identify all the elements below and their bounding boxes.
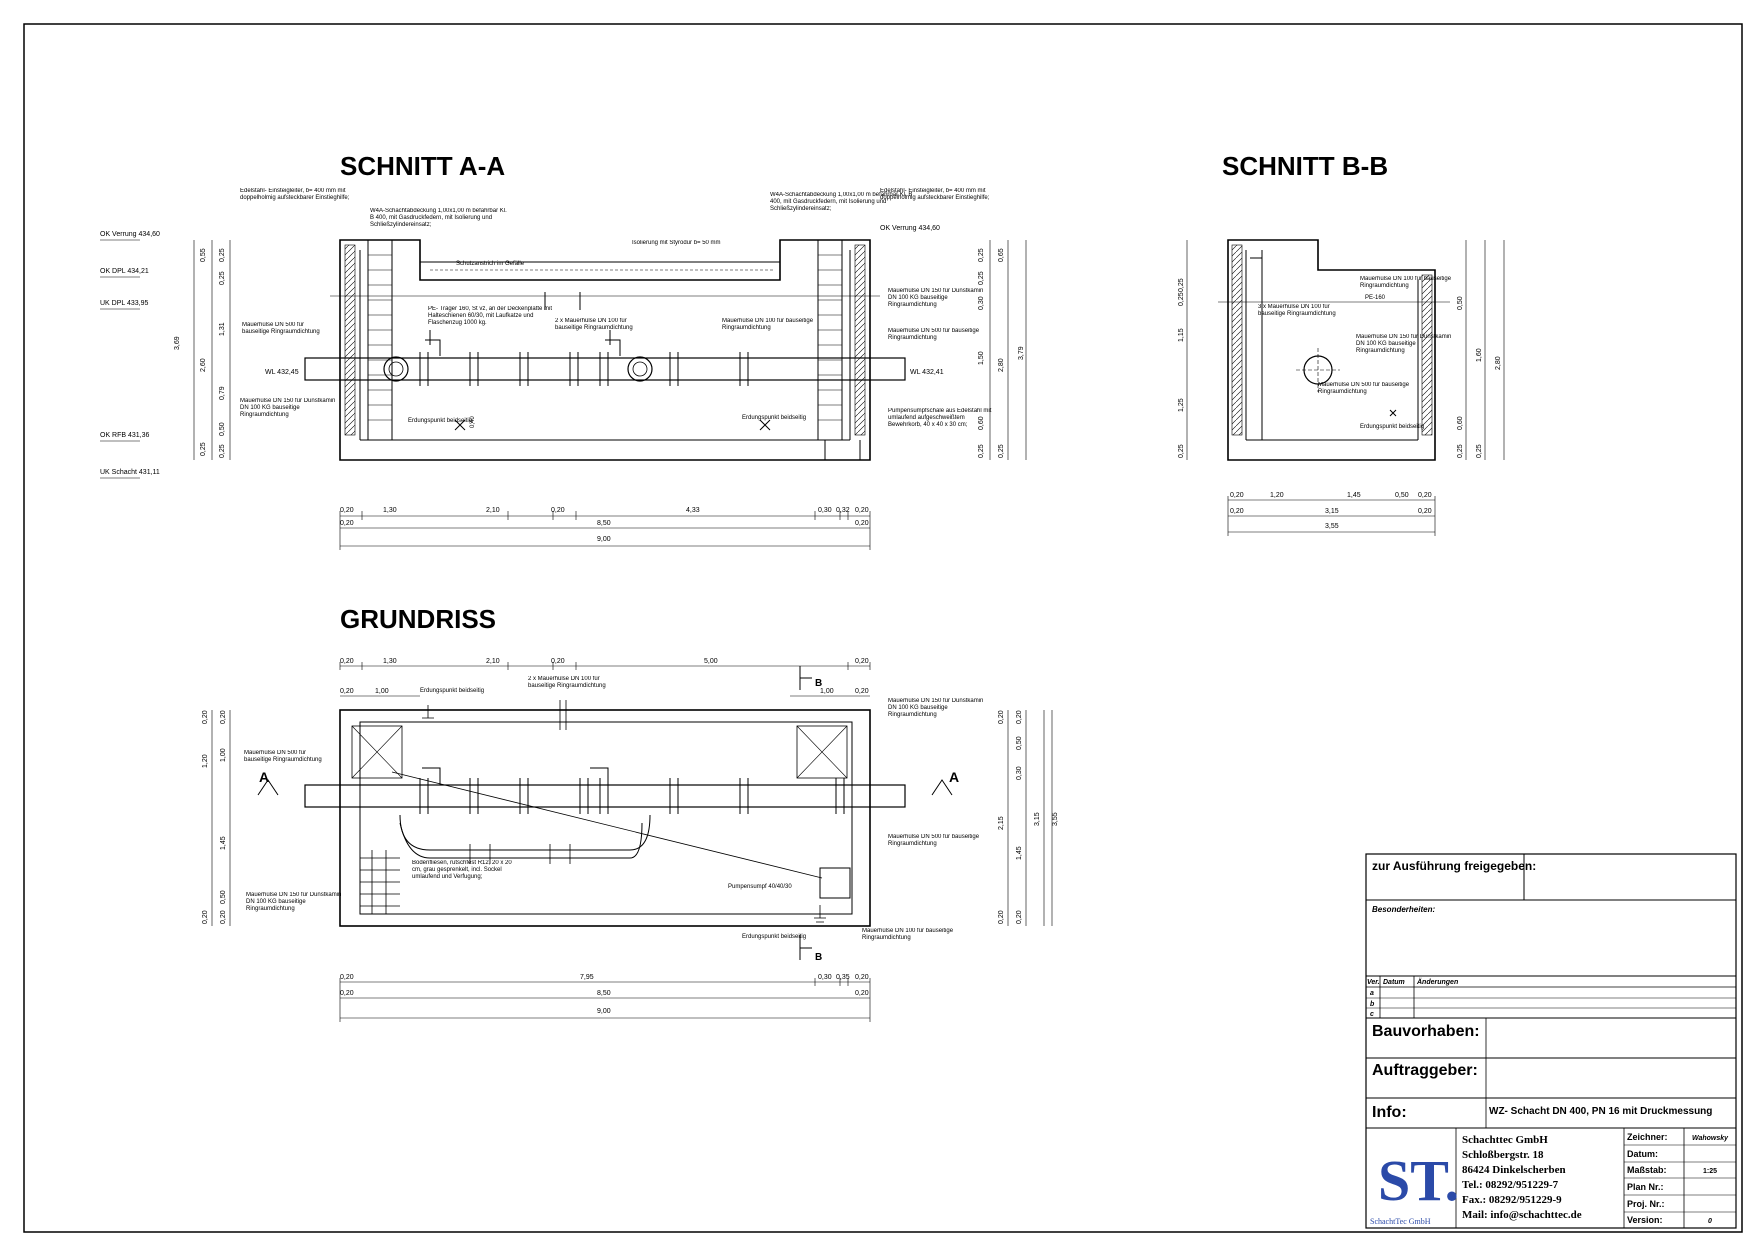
company-street: Schloßbergstr. 18 [1462, 1149, 1544, 1161]
dim-h2-1: 8,50 [597, 520, 611, 527]
plan-dim-top-2: 2,10 [486, 658, 500, 665]
tb-field-value-0: Wahowsky [1691, 1135, 1729, 1142]
dim-left-a-0: 0,25 [219, 248, 226, 262]
section-aa-title: SCHNITT A-A [340, 151, 506, 181]
dim-total-right: 3,79 [1018, 346, 1025, 360]
dim-sump: 0,40 [470, 416, 476, 428]
dim-h2-2: 0,20 [855, 520, 869, 527]
plan-dim-left-a-0: 0,20 [220, 710, 227, 724]
note-erdung-left: Erdungspunkt beidseitig [408, 418, 473, 424]
level-ok-verrung: OK Verrung 434,60 [100, 231, 160, 238]
dim-h1-7: 0,20 [855, 507, 869, 514]
plan-note-mh-500-left: Mauerhülse DN 500 für bauseitige Ringraumdichtung [244, 750, 322, 763]
note-bb-mh-150: Mauerhülse DN 150 für Dunstkamin DN 100 KG bauseitige Ringraumdichtung [1356, 334, 1452, 354]
tb-rev-row-b: b [1370, 1001, 1375, 1008]
tb-rev-header-ver: Ver. [1367, 979, 1380, 986]
dim-bb-h1-4: 0,20 [1418, 492, 1432, 499]
dim-bb-right-b-1: 0,25 [1476, 444, 1483, 458]
company-address [1462, 1134, 1582, 1221]
company-logo [1370, 1148, 1459, 1226]
tb-info-label: Info: [1372, 1104, 1407, 1121]
plan-dim-left-a-2: 1,45 [220, 836, 227, 850]
plan-dim-left-a-4: 0,20 [220, 910, 227, 924]
title-block [1366, 854, 1736, 1228]
tb-field-label-4: Proj. Nr.: [1627, 1199, 1665, 1209]
note-edelstahl-right: Edelstahl- Einsteigleiter, b= 400 mm mit doppelholmig aufsteckbarer Einstieghilfe; [880, 188, 990, 201]
water-level-right: WL 432,41 [910, 369, 944, 376]
note-edelstahl-left: Edelstahl- Einsteigleiter, b= 400 mm mit doppelholmig aufsteckbarer Einstieghilfe; [240, 188, 350, 201]
plan-dim-top-0: 0,20 [340, 658, 354, 665]
level-ok-dpl: OK DPL 434,21 [100, 268, 149, 275]
company-name: Schachttec GmbH [1462, 1134, 1548, 1146]
note-pumpensumpf: Pumpensumpfschale aus Edelstahl mit umlaufend aufgeschweißtem Bewehrkorb, 40 x 40 x 30 cm; [888, 408, 992, 428]
dim-h1-5: 0,30 [818, 507, 832, 514]
plan-dim-h1-3: 0,35 [836, 974, 850, 981]
dim-bb-right-a-2: 0,25 [1457, 444, 1464, 458]
plan-dim-h2-2: 0,20 [855, 990, 869, 997]
tb-field-label-5: Version: [1627, 1215, 1663, 1225]
dim-h1-4: 4,33 [686, 507, 700, 514]
logo-caption: SchachtTec GmbH [1370, 1217, 1431, 1226]
dim-bb-left-4: 0,25 [1178, 444, 1185, 458]
note-mauerhuelse-150-right: Mauerhülse DN 150 für Dunstkamin DN 100 KG bauseitige Ringraumdichtung [888, 288, 984, 308]
plan-note-mh-150-bl: Mauerhülse DN 150 für Dunstkamin DN 100 KG bauseitige Ringraumdichtung [246, 892, 342, 912]
dim-bb-left-3: 1,25 [1178, 398, 1185, 412]
section-marker-b-bottom: B [815, 952, 823, 963]
plan-dim-h2-0: 0,20 [340, 990, 354, 997]
dim-bb-left-0: 0,25 [1178, 278, 1185, 292]
plan-dim-top-1: 1,30 [383, 658, 397, 665]
plan-dim-h2-1: 8,50 [597, 990, 611, 997]
note-bb-pe160: PE-160 [1365, 295, 1386, 301]
section-marker-a-right: A [949, 769, 960, 785]
tb-field-label-1: Datum: [1627, 1149, 1658, 1159]
plan-note-erdung-bottom: Erdungspunkt beidseitig [742, 934, 807, 940]
plan-note-erdung-top: Erdungspunkt beidseitig [420, 688, 485, 694]
tb-besonderheiten: Besonderheiten: [1372, 905, 1436, 914]
plan-dim-h1-4: 0,20 [855, 974, 869, 981]
tb-field-value-5: 0 [1708, 1218, 1712, 1225]
plan-dim-right-a-4: 0,20 [1016, 910, 1023, 924]
dim-right-b-0: 0,65 [998, 248, 1005, 262]
dim-bb-h1-0: 0,20 [1230, 492, 1244, 499]
dim-bb-left-1: 0,25 [1178, 292, 1185, 306]
plan-dim-left-b-2: 0,20 [202, 910, 209, 924]
plan-dim-right-a-2: 0,30 [1016, 766, 1023, 780]
dim-h1-6: 0,32 [836, 507, 850, 514]
plan-note-mh-500-right: Mauerhülse DN 500 für bauseitige Ringraumdichtung [888, 834, 980, 847]
plan-dim-right-c: 3,15 [1034, 812, 1041, 826]
level-uk-schacht: UK Schacht 431,11 [100, 469, 160, 476]
dim-bb-right-a-1: 0,60 [1457, 416, 1464, 430]
tb-info-value: WZ- Schacht DN 400, PN 16 mit Druckmessung [1489, 1106, 1713, 1117]
plan-dim-top2-1: 1,00 [375, 688, 389, 695]
section-marker-b-top: B [815, 678, 823, 689]
company-fax: Fax.: 08292/951229-9 [1462, 1194, 1562, 1206]
dim-h1-3: 0,20 [551, 507, 565, 514]
plan-dim-right-total: 3,55 [1052, 812, 1059, 826]
plan-dim-h1-1: 7,95 [580, 974, 594, 981]
note-w4a-right: W4A-Schachtabdeckung 1,00x1,00 m befahrbar Kl. B 400, mit Gasdruckfedern, mit Isolierung und Schließzylindereinsatz; [770, 192, 913, 212]
plan-view [202, 604, 1059, 1022]
note-mauerhuelse-150-left: Mauerhülse DN 150 für Dunstkamin DN 100 KG bauseitige Ringraumdichtung [240, 398, 336, 418]
plan-shaft [340, 710, 870, 926]
plan-dim-right-b-0: 0,20 [998, 710, 1005, 724]
dim-bb-right-b-0: 1,60 [1476, 348, 1483, 362]
section-aa-ladder-left [368, 240, 392, 440]
dim-right-a-0: 0,25 [978, 248, 985, 262]
plan-dim-right-a-3: 1,45 [1016, 846, 1023, 860]
plan-notes [244, 676, 988, 946]
dim-h1-0: 0,20 [340, 507, 354, 514]
plan-dim-left-b-1: 1,20 [202, 754, 209, 768]
dim-right-a-4: 0,60 [978, 416, 985, 430]
dim-left-a-2: 1,31 [219, 322, 226, 336]
dim-right-a-3: 1,50 [978, 351, 985, 365]
plan-dim-top-5: 0,20 [855, 658, 869, 665]
dim-right-a-1: 0,25 [978, 271, 985, 285]
level-uk-dpl: UK DPL 433,95 [100, 300, 149, 307]
dim-left-b-0: 0,55 [200, 248, 207, 262]
dim-left-b-1: 2,60 [200, 358, 207, 372]
plan-dim-left-a-1: 1,00 [220, 748, 227, 762]
dim-left-a-3: 0,79 [219, 386, 226, 400]
tb-field-label-2: Maßstab: [1627, 1165, 1667, 1175]
note-erdung-right: Erdungspunkt beidseitig [742, 415, 807, 421]
plan-dim-h1-2: 0,30 [818, 974, 832, 981]
company-mail: Mail: info@schachttec.de [1462, 1209, 1582, 1221]
tb-fields [1624, 1132, 1736, 1225]
section-aa [100, 151, 1026, 550]
level-ok-right: OK Verrung 434,60 [880, 225, 940, 232]
dim-bb-h2-0: 0,20 [1230, 508, 1244, 515]
dim-left-a-4: 0,50 [219, 422, 226, 436]
tb-field-label-3: Plan Nr.: [1627, 1182, 1664, 1192]
plan-dim-right-b-2: 0,20 [998, 910, 1005, 924]
section-bb-title: SCHNITT B-B [1222, 151, 1389, 181]
tb-rev-header-datum: Datum [1383, 979, 1405, 986]
tb-rev-row-c: c [1370, 1011, 1374, 1018]
note-w4a-left: W4A-Schachtabdeckung 1,00x1,00 m befahrbar Kl. B 400, mit Gasdruckfedern, mit Isolierung und Schließzylindereinsatz; [370, 208, 507, 228]
tb-freigabe: zur Ausführung freigegeben: [1372, 859, 1537, 873]
plan-dim-h-total: 9,00 [597, 1008, 611, 1015]
plan-dim-right-a-1: 0,50 [1016, 736, 1023, 750]
section-marker-a-left: A [259, 769, 270, 785]
plan-dim-right-a-0: 0,20 [1016, 710, 1023, 724]
dim-h1-2: 2,10 [486, 507, 500, 514]
dim-bb-left-2: 1,15 [1178, 328, 1185, 342]
company-city: 86424 Dinkelscherben [1462, 1164, 1566, 1176]
plan-dim-top-3: 0,20 [551, 658, 565, 665]
dim-bb-h1-1: 1,20 [1270, 492, 1284, 499]
dim-bb-h-total: 3,55 [1325, 523, 1339, 530]
dim-bb-right-a-0: 0,50 [1457, 296, 1464, 310]
note-isolierung: Isolierung mit Styrodur b= 50 mm [632, 240, 721, 246]
note-mauerhuelse-500-left: Mauerhülse DN 500 für bauseitige Ringraumdichtung [242, 322, 320, 335]
tb-auftraggeber: Auftraggeber: [1372, 1062, 1478, 1079]
plan-dim-left-a-3: 0,50 [220, 890, 227, 904]
dim-left-a-1: 0,25 [219, 271, 226, 285]
dim-left-b-2: 0,25 [200, 442, 207, 456]
company-tel: Tel.: 08292/951229-7 [1462, 1179, 1559, 1191]
note-schutzanstrich: Schutzanstrich im Gefälle [456, 261, 525, 267]
section-aa-horizontal-dims [340, 507, 870, 550]
plan-dim-h1-0: 0,20 [340, 974, 354, 981]
dim-bb-h1-3: 0,50 [1395, 492, 1409, 499]
plan-note-bodenfliesen: Bodenfliesen, rutschfest R12, 20 x 20 cm, grau gesprenkelt, incl. Sockel umlaufend und Verfugung; [412, 860, 512, 880]
plan-dim-left-b-0: 0,20 [202, 710, 209, 724]
tb-field-label-0: Zeichner: [1627, 1132, 1668, 1142]
plan-title: GRUNDRISS [340, 604, 497, 634]
section-aa-shaft [330, 240, 880, 460]
plan-note-mh-2x100: 2 x Mauerhülse DN 100 für bauseitige Ringraumdichtung [528, 676, 606, 689]
dim-h1-1: 1,30 [383, 507, 397, 514]
logo-mark: ST. [1378, 1148, 1460, 1213]
section-aa-ladder-right [818, 240, 842, 440]
plan-note-mh-150-tr: Mauerhülse DN 150 für Dunstkamin DN 100 KG bauseitige Ringraumdichtung [888, 698, 984, 718]
plan-dim-top-4: 5,00 [704, 658, 718, 665]
dim-h2-0: 0,20 [340, 520, 354, 527]
tb-field-value-2: 1:25 [1702, 1168, 1718, 1175]
dim-bb-h2-1: 3,15 [1325, 508, 1339, 515]
dim-right-b-1: 2,80 [998, 358, 1005, 372]
plan-dim-top2-2: 1,00 [820, 688, 834, 695]
plan-dim-right-b-1: 2,15 [998, 816, 1005, 830]
note-bb-mh-500: Mauerhülse DN 500 für bauseitige Ringraumdichtung [1318, 382, 1410, 395]
note-mauerhuelse-2x100: 2 x Mauerhülse DN 100 für bauseitige Ringraumdichtung [555, 318, 633, 331]
plan-dim-top2-0: 0,20 [340, 688, 354, 695]
water-level-left: WL 432,45 [265, 369, 299, 376]
level-ok-rfb: OK RFB 431,36 [100, 432, 150, 439]
dim-total-left: 3,69 [174, 336, 181, 350]
dim-bb-h1-2: 1,45 [1347, 492, 1361, 499]
tb-rev-row-a: a [1370, 990, 1374, 997]
dim-h-total: 9,00 [597, 536, 611, 543]
tb-bauvorhaben: Bauvorhaben: [1372, 1023, 1480, 1040]
note-pe-traeger: PE- Träger 160, St vz, an der Deckenplatte mit Halteschienen 60/30, mit Laufkatze und Flaschenzug 1000 kg. [428, 306, 553, 326]
section-aa-pipeline [305, 292, 905, 430]
note-mauerhuelse-500-right: Mauerhülse DN 500 für bauseitige Ringraumdichtung [888, 328, 980, 341]
tb-rev-header-aenderungen: Änderungen [1417, 979, 1459, 986]
section-bb [1178, 151, 1504, 536]
dim-right-a-2: 0,30 [978, 296, 985, 310]
note-mauerhuelse-100-right: Mauerhülse DN 100 für bauseitige Ringraumdichtung [722, 318, 814, 331]
plan-note-pumpensumpf: Pumpensumpf 40/40/30 [728, 884, 792, 890]
dim-right-b-2: 0,25 [998, 444, 1005, 458]
note-bb-erdung: Erdungspunkt beidseitig [1360, 424, 1425, 430]
note-bb-mh-100-top: Mauerhülse DN 100 für bauseitige Ringraumdichtung [1360, 276, 1452, 289]
dim-bb-right-total: 2,80 [1495, 356, 1502, 370]
dim-right-a-5: 0,25 [978, 444, 985, 458]
dim-left-a-5: 0,25 [219, 444, 226, 458]
plan-note-mh-100-br: Mauerhülse DN 100 für bauseitige Ringraumdichtung [862, 928, 954, 941]
dim-bb-h2-2: 0,20 [1418, 508, 1432, 515]
plan-dim-top2-3: 0,20 [855, 688, 869, 695]
note-bb-mh-3x100: 3 x Mauerhülse DN 100 für bauseitige Ringraumdichtung [1258, 304, 1336, 317]
